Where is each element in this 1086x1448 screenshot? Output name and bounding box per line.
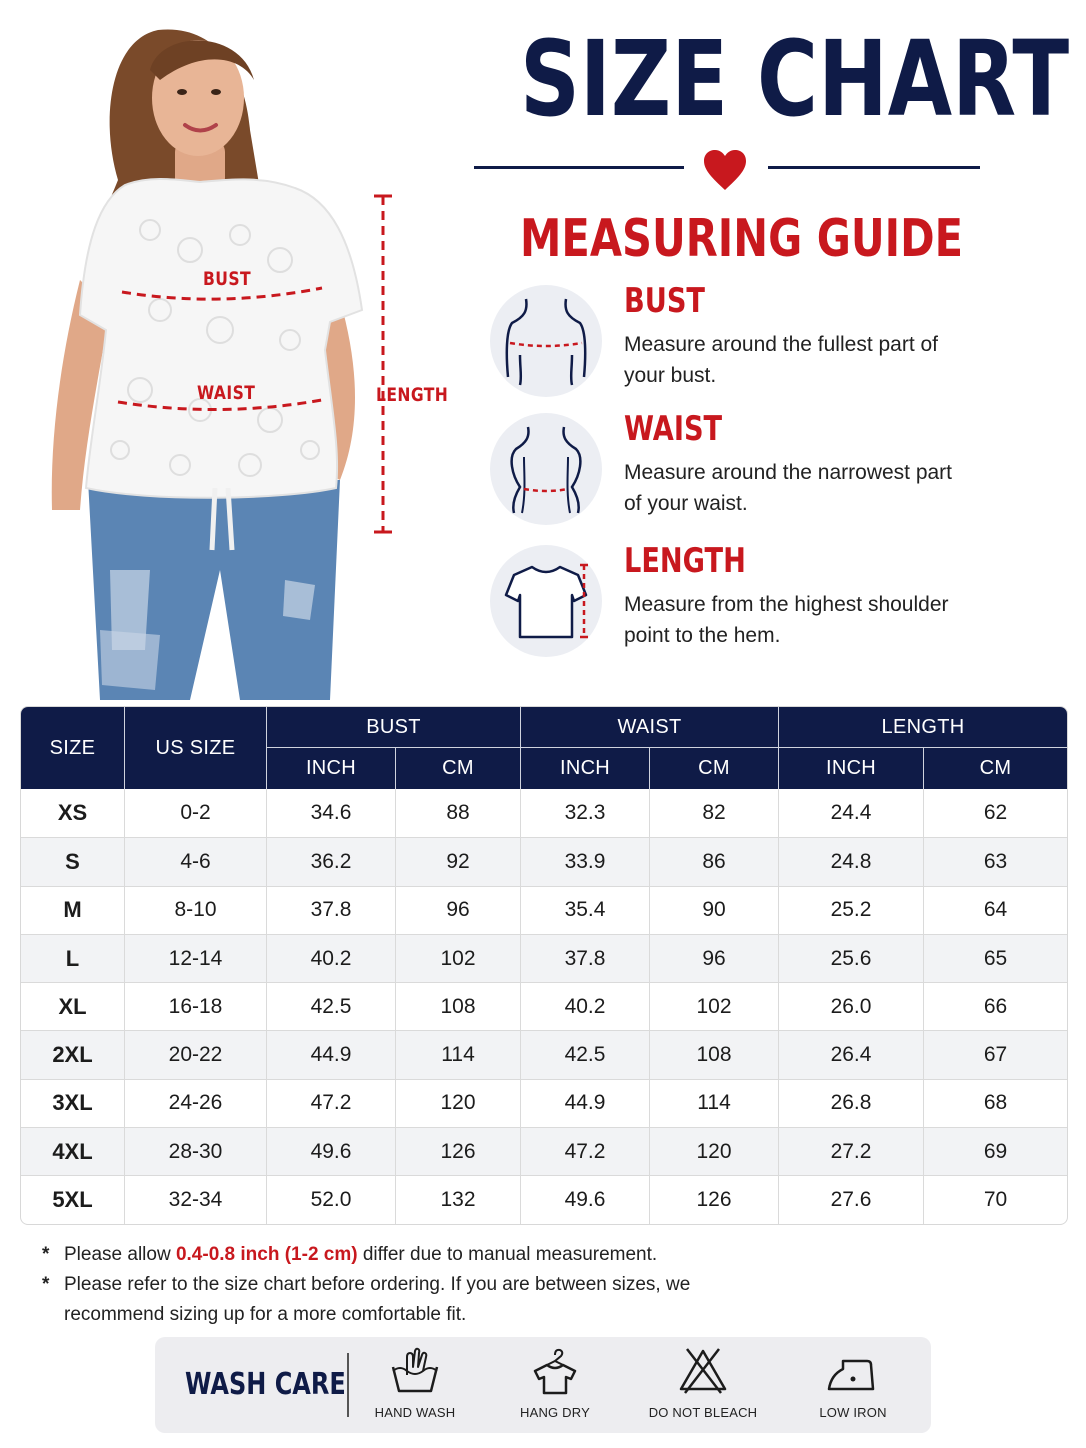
us-size-cell: 8-10 (124, 886, 266, 934)
size-table (20, 706, 1068, 1225)
length-inch-cell: 25.2 (778, 886, 923, 934)
length-inch-cell: 24.8 (778, 837, 923, 885)
table-row (21, 934, 1067, 982)
waist-cm-cell: 114 (649, 1079, 778, 1127)
bust-cm-cell: 132 (395, 1175, 520, 1223)
waist-inch-cell: 33.9 (520, 837, 649, 885)
guide-waist-desc: Measure around the narrowest part of your waist. (624, 461, 953, 515)
table-row (21, 1079, 1067, 1127)
guide-item-bust (490, 281, 1010, 405)
header-size: SIZE (21, 707, 124, 789)
header-waist-cm: CM (649, 748, 778, 789)
care-hang-dry (485, 1345, 625, 1420)
size-cell: 4XL (21, 1127, 124, 1175)
care-hand-wash (345, 1345, 485, 1420)
bust-inch-cell: 40.2 (266, 934, 395, 982)
length-inch-cell: 26.0 (778, 982, 923, 1030)
bust-inch-cell: 44.9 (266, 1030, 395, 1078)
size-cell: M (21, 886, 124, 934)
note-measurement (42, 1240, 842, 1270)
hang-dry-icon (525, 1345, 585, 1397)
waist-cm-cell: 102 (649, 982, 778, 1030)
bust-cm-cell: 114 (395, 1030, 520, 1078)
bust-cm-cell: 108 (395, 982, 520, 1030)
waist-inch-cell: 44.9 (520, 1079, 649, 1127)
length-cm-cell: 65 (923, 934, 1067, 982)
wash-care-panel (155, 1337, 931, 1433)
waist-inch-cell: 47.2 (520, 1127, 649, 1175)
waist-cm-cell: 108 (649, 1030, 778, 1078)
waist-cm-cell: 90 (649, 886, 778, 934)
length-inch-cell: 25.6 (778, 934, 923, 982)
table-row (21, 982, 1067, 1030)
low-iron-icon (823, 1345, 883, 1397)
header-length-cm: CM (923, 748, 1067, 789)
length-cm-cell: 66 (923, 982, 1067, 1030)
header-waist: WAIST (520, 707, 778, 748)
length-cm-cell: 67 (923, 1030, 1067, 1078)
size-cell: S (21, 837, 124, 885)
us-size-cell: 16-18 (124, 982, 266, 1030)
header-waist-inch: INCH (520, 748, 649, 789)
waist-cm-cell: 120 (649, 1127, 778, 1175)
guide-length-title: LENGTH (624, 541, 746, 581)
note-star: * (42, 1274, 50, 1295)
bust-measure-icon (490, 285, 602, 397)
length-cm-cell: 70 (923, 1175, 1067, 1223)
table-row (21, 789, 1067, 837)
note-1-pre: Please allow (64, 1244, 176, 1265)
model-figure (40, 10, 460, 700)
waist-cm-cell: 126 (649, 1175, 778, 1223)
bust-inch-cell: 36.2 (266, 837, 395, 885)
bust-cm-cell: 96 (395, 886, 520, 934)
figure-length-label: LENGTH (376, 384, 449, 406)
guide-item-length (490, 541, 1010, 665)
care-do-not-bleach (633, 1345, 773, 1420)
hand-wash-icon (385, 1345, 445, 1397)
waist-inch-cell: 42.5 (520, 1030, 649, 1078)
figure-bust-label: BUST (203, 268, 252, 290)
care-low-iron (783, 1345, 923, 1420)
model-illustration (40, 10, 460, 700)
header-bust: BUST (266, 707, 520, 748)
waist-inch-cell: 37.8 (520, 934, 649, 982)
header-bust-inch: INCH (266, 748, 395, 789)
bust-cm-cell: 126 (395, 1127, 520, 1175)
us-size-cell: 20-22 (124, 1030, 266, 1078)
guide-item-waist (490, 409, 1010, 533)
note-1-post: differ due to manual measurement. (357, 1244, 658, 1265)
header-length-inch: INCH (778, 748, 923, 789)
page-title: SIZE CHART (520, 18, 1070, 140)
note-2-text: Please refer to the size chart before ordering. If you are between sizes, we recommend sizing up for a more comfortable fit. (64, 1274, 691, 1325)
bust-inch-cell: 34.6 (266, 789, 395, 837)
size-cell: XS (57, 800, 88, 826)
guide-bust-title: BUST (624, 281, 705, 321)
us-size-cell: 32-34 (124, 1175, 266, 1223)
care-hang-dry-label: HANG DRY (520, 1405, 590, 1420)
length-cm-cell: 63 (923, 837, 1067, 885)
care-low-iron-label: LOW IRON (819, 1405, 887, 1420)
length-inch-cell: 26.8 (778, 1079, 923, 1127)
table-row (21, 1030, 1067, 1078)
length-cm-cell: 62 (923, 789, 1067, 837)
guide-length-desc: Measure from the highest shoulder point to the hem. (624, 593, 949, 647)
size-cell: 5XL (21, 1175, 124, 1223)
size-cell: 3XL (21, 1079, 124, 1127)
bust-inch-cell: 47.2 (266, 1079, 395, 1127)
wash-care-title: WASH CARE (185, 1367, 346, 1402)
figure-waist-label: WAIST (197, 382, 256, 404)
length-measure-icon (490, 545, 602, 657)
header-us-size: US SIZE (124, 707, 266, 789)
table-row (21, 886, 1067, 934)
note-1-highlight: 0.4-0.8 inch (1-2 cm) (175, 1244, 358, 1265)
length-cm-cell: 64 (923, 886, 1067, 934)
us-size-cell: 24-26 (124, 1079, 266, 1127)
bust-cm-cell: 88 (395, 789, 520, 837)
length-inch-cell: 27.2 (778, 1127, 923, 1175)
bust-inch-cell: 49.6 (266, 1127, 395, 1175)
bust-cm-cell: 92 (395, 837, 520, 885)
waist-inch-cell: 49.6 (520, 1175, 649, 1223)
title-divider-left (474, 166, 684, 169)
length-inch-cell: 24.4 (778, 789, 923, 837)
size-cell: XL (21, 982, 124, 1030)
measuring-guide-title: MEASURING GUIDE (520, 209, 964, 269)
length-inch-cell: 27.6 (778, 1175, 923, 1223)
bust-inch-cell: 42.5 (266, 982, 395, 1030)
waist-measure-icon (490, 413, 602, 525)
header-bust-cm: CM (395, 748, 520, 789)
bust-cm-cell: 102 (395, 934, 520, 982)
us-size-cell: 12-14 (124, 934, 266, 982)
waist-cm-cell: 86 (649, 837, 778, 885)
bust-inch-cell: 37.8 (266, 886, 395, 934)
size-cell: L (21, 934, 124, 982)
us-size-cell: 4-6 (124, 837, 266, 885)
guide-bust-desc: Measure around the fullest part of your bust. (624, 333, 939, 387)
waist-inch-cell: 35.4 (520, 886, 649, 934)
care-hand-wash-label: HAND WASH (374, 1405, 456, 1420)
waist-inch-cell: 32.3 (520, 789, 649, 837)
notes (42, 1240, 842, 1330)
do-not-bleach-icon (673, 1345, 733, 1397)
note-ordering (42, 1270, 762, 1330)
header-length: LENGTH (778, 707, 1067, 748)
bust-cm-cell: 120 (395, 1079, 520, 1127)
note-star: * (42, 1244, 50, 1265)
size-cell: 2XL (21, 1030, 124, 1078)
waist-inch-cell: 40.2 (520, 982, 649, 1030)
length-cm-cell: 68 (923, 1079, 1067, 1127)
title-divider-right (768, 166, 980, 169)
care-do-not-bleach-label: DO NOT BLEACH (648, 1405, 758, 1420)
table-row (21, 1127, 1067, 1175)
us-size-cell: 28-30 (124, 1127, 266, 1175)
waist-cm-cell: 82 (649, 789, 778, 837)
bust-inch-cell: 52.0 (266, 1175, 395, 1223)
length-inch-cell: 26.4 (778, 1030, 923, 1078)
waist-cm-cell: 96 (649, 934, 778, 982)
length-cm-cell: 69 (923, 1127, 1067, 1175)
heart-icon (702, 148, 748, 192)
table-row (21, 1175, 1067, 1223)
table-row (21, 837, 1067, 885)
us-size-cell: 0-2 (124, 789, 266, 837)
guide-waist-title: WAIST (624, 409, 723, 449)
